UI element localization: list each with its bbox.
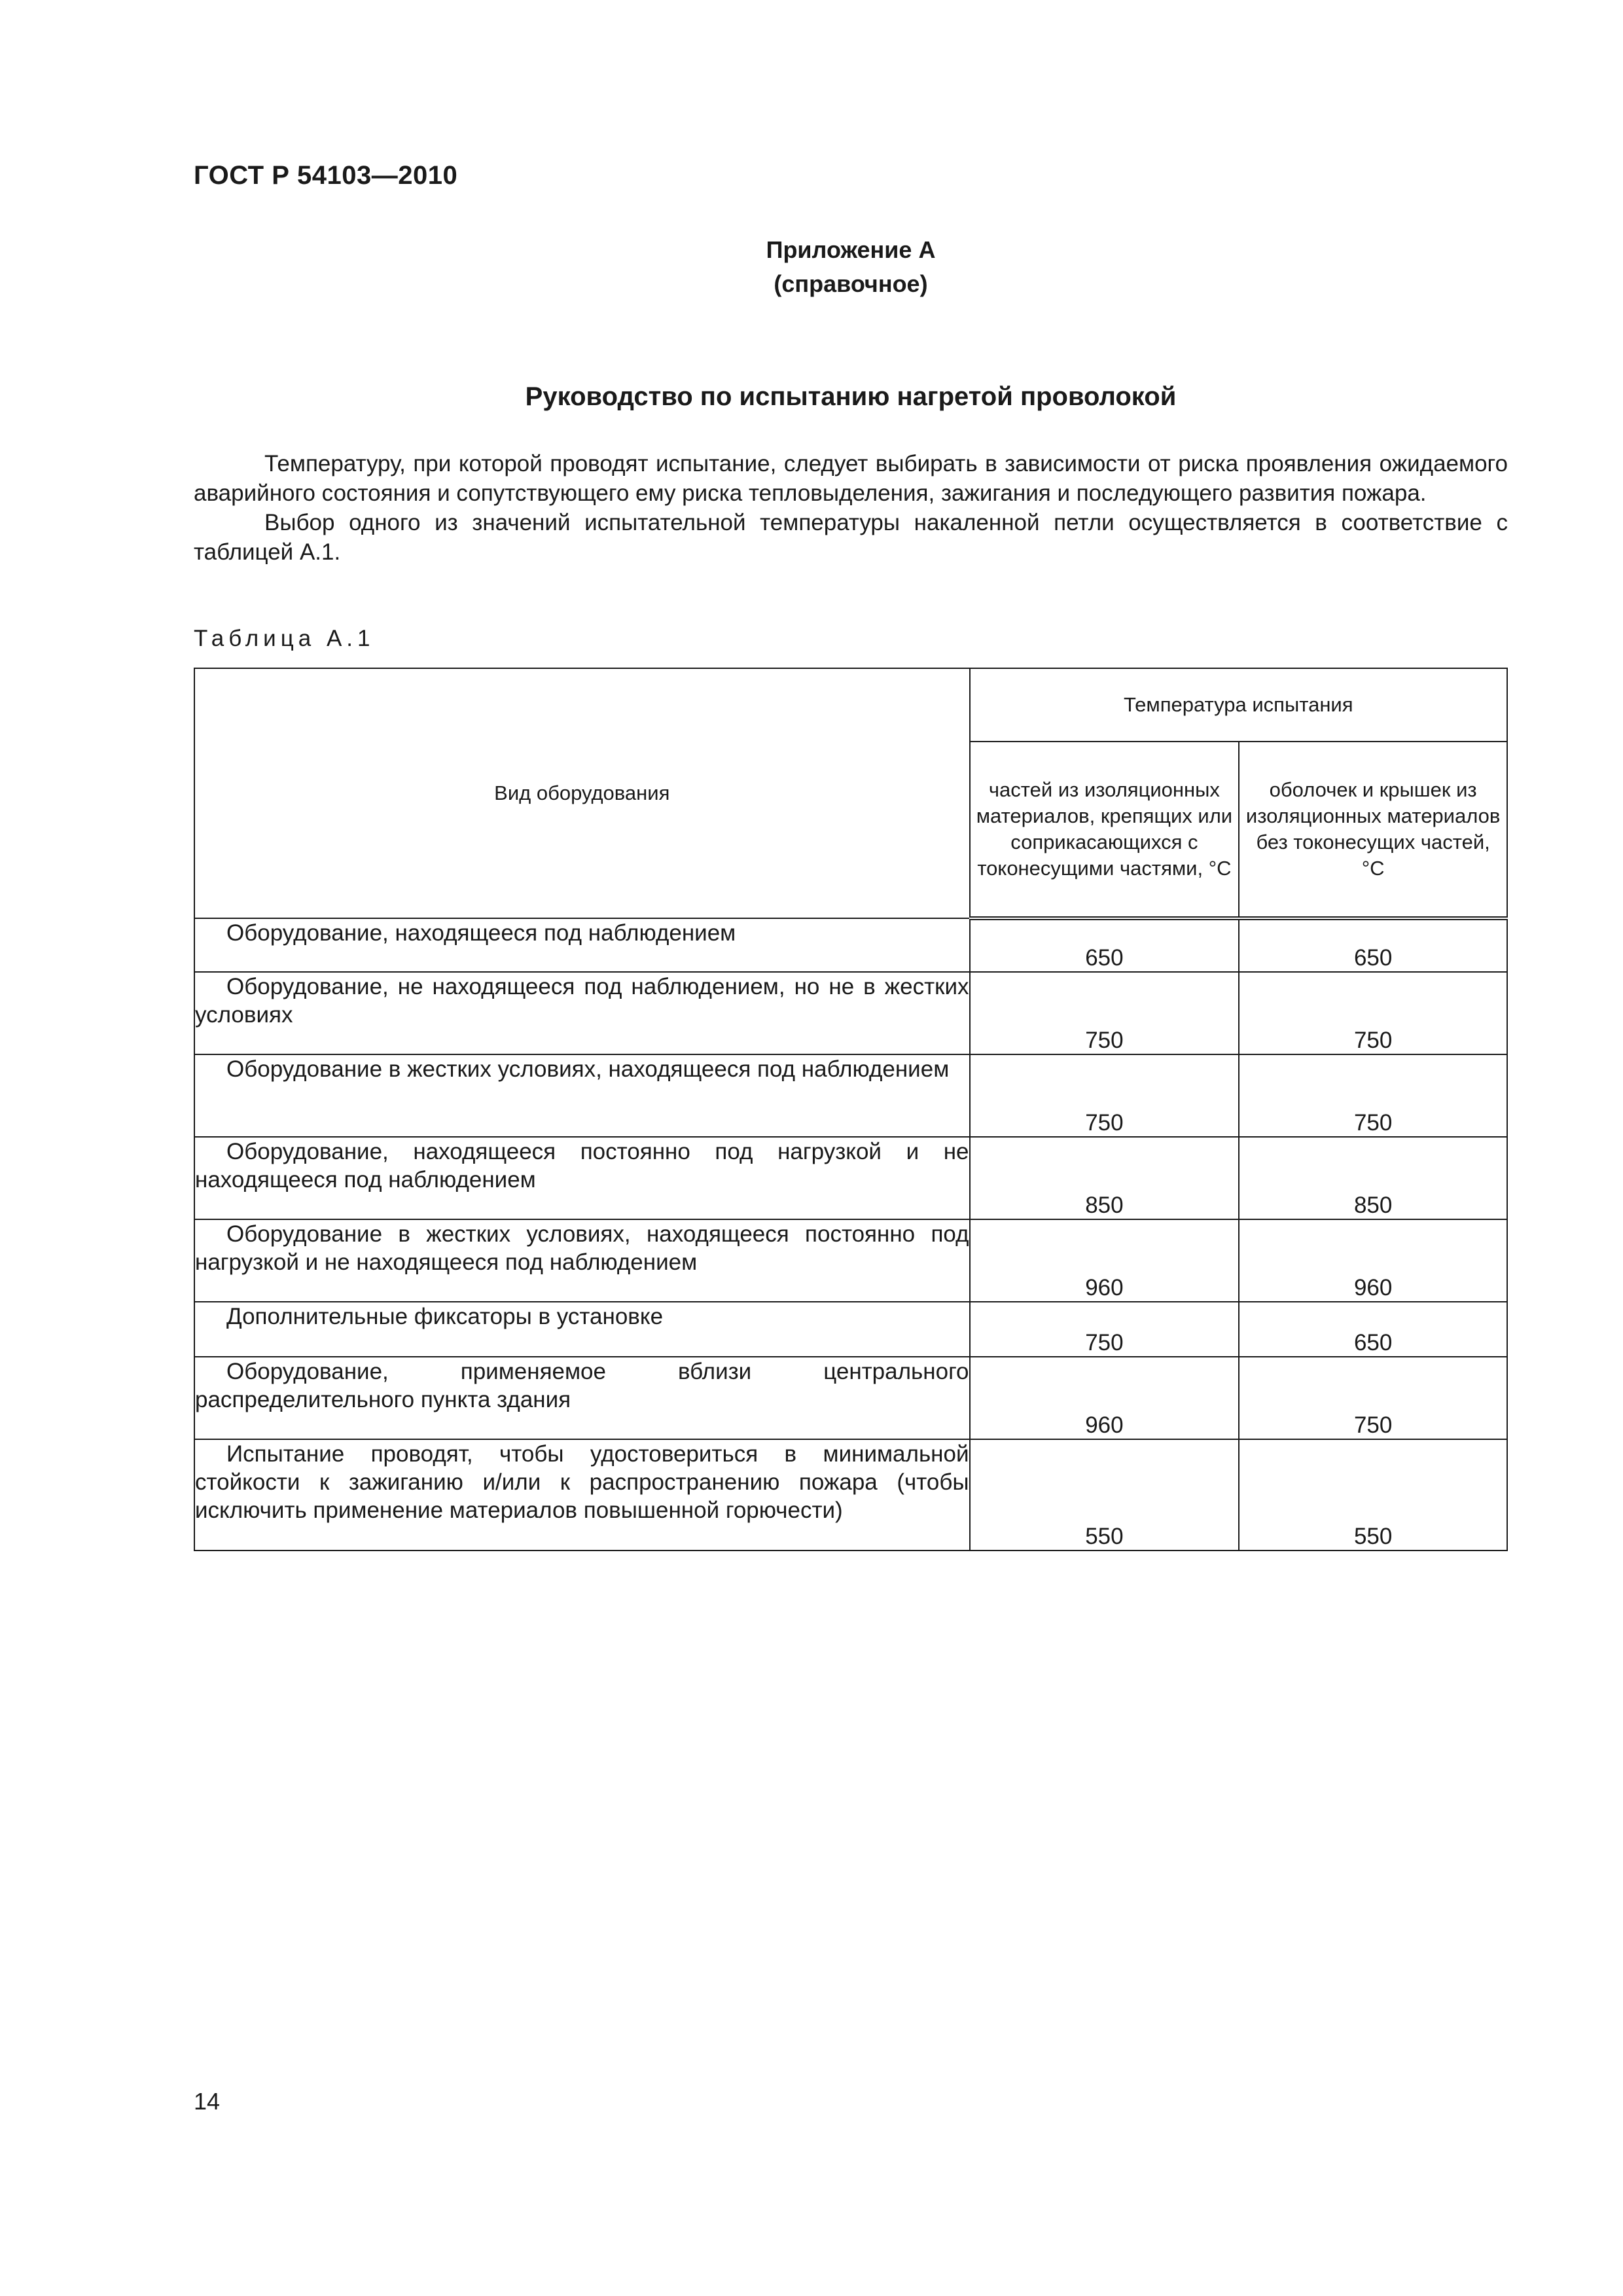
temp-shells-cell: 550 (1239, 1439, 1507, 1551)
equipment-cell: Оборудование, не находящееся под наблюдением, но не в жестких условиях (194, 972, 970, 1054)
table-row (194, 1357, 1507, 1439)
equipment-cell: Испытание проводят, чтобы удостовериться в минимальной стойкости к зажиганию и/или к распространению пожара (чтобы исключить применение материалов повышенной горючести) (194, 1439, 970, 1551)
table-row (194, 918, 1507, 972)
table-row (194, 1137, 1507, 1219)
header-test-temperature: Температура испытания (970, 668, 1507, 742)
equipment-cell: Оборудование в жестких условиях, находящееся под наблюдением (194, 1054, 970, 1137)
temp-parts-cell: 750 (970, 1302, 1240, 1357)
table-row (194, 1054, 1507, 1137)
header-insulating-parts: частей из изоляционных материалов, крепящих или соприкасающихся с токонесущими частями, °C (970, 742, 1240, 918)
temp-parts-cell: 550 (970, 1439, 1240, 1551)
equipment-cell: Оборудование, применяемое вблизи центрального распределительного пункта здания (194, 1357, 970, 1439)
temp-parts-cell: 960 (970, 1357, 1240, 1439)
temp-shells-cell: 750 (1239, 1357, 1507, 1439)
section-title: Руководство по испытанию нагретой проволокой (525, 382, 1177, 411)
equipment-cell: Оборудование в жестких условиях, находящееся постоянно под нагрузкой и не находящееся под наблюдением (194, 1219, 970, 1302)
appendix-title: Приложение А (766, 236, 936, 263)
temp-parts-cell: 960 (970, 1219, 1240, 1302)
temp-parts-cell: 650 (970, 918, 1240, 972)
table-caption: Таблица А.1 (194, 626, 375, 651)
header-enclosures: оболочек и крышек из изоляционных материалов без токонесущих частей, °C (1239, 742, 1507, 918)
temp-shells-cell: 750 (1239, 972, 1507, 1054)
equipment-cell: Дополнительные фиксаторы в установке (194, 1302, 970, 1357)
equipment-cell: Оборудование, находящееся постоянно под нагрузкой и не находящееся под наблюдением (194, 1137, 970, 1219)
temperature-table (194, 668, 1508, 1551)
table-row (194, 1302, 1507, 1357)
table-row (194, 972, 1507, 1054)
body-text (194, 449, 1508, 567)
temp-shells-cell: 650 (1239, 918, 1507, 972)
temp-shells-cell: 850 (1239, 1137, 1507, 1219)
standard-designation: ГОСТ Р 54103—2010 (194, 161, 458, 190)
appendix-status: (справочное) (774, 270, 928, 297)
temp-shells-cell: 650 (1239, 1302, 1507, 1357)
header-equipment: Вид оборудования (194, 668, 970, 918)
temp-shells-cell: 960 (1239, 1219, 1507, 1302)
table-row (194, 1219, 1507, 1302)
paragraph: Температуру, при которой проводят испытание, следует выбирать в зависимости от риска проявления ожидаемого аварийного состояния и сопутствующего ему риска тепловыделения, зажигания и последующего развития пожара. (194, 451, 1508, 506)
temp-parts-cell: 850 (970, 1137, 1240, 1219)
table-row (194, 1439, 1507, 1551)
equipment-cell: Оборудование, находящееся под наблюдением (194, 918, 970, 972)
appendix-heading (194, 233, 1508, 301)
temp-parts-cell: 750 (970, 1054, 1240, 1137)
page-number: 14 (194, 2088, 221, 2115)
temp-shells-cell: 750 (1239, 1054, 1507, 1137)
temp-parts-cell: 750 (970, 972, 1240, 1054)
table-body (194, 918, 1507, 1551)
paragraph: Выбор одного из значений испытательной температуры накаленной петли осуществляется в соответствие с таблицей А.1. (194, 510, 1508, 565)
